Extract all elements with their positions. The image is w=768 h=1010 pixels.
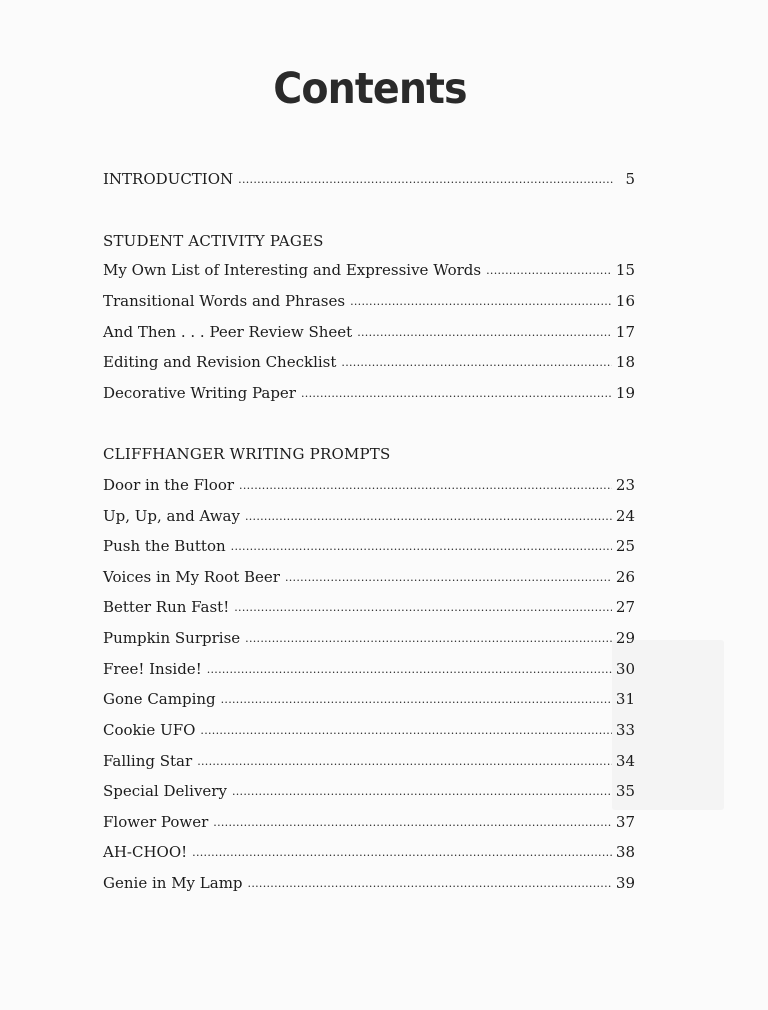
toc-entry-page: 26 (615, 568, 635, 586)
toc-entry[interactable] (103, 660, 635, 682)
toc-entry[interactable] (103, 568, 635, 590)
toc-entry-label: Editing and Revision Checklist (103, 353, 337, 371)
toc-entry-page: 17 (615, 323, 635, 341)
toc-entry-introduction[interactable] (103, 170, 635, 192)
toc-entry[interactable] (103, 598, 635, 620)
toc-entry-page: 38 (615, 843, 635, 861)
dot-leader (234, 597, 612, 615)
dot-leader (245, 628, 612, 646)
section-heading-student-activity-pages: STUDENT ACTIVITY PAGES (103, 232, 324, 250)
dot-leader (213, 812, 612, 830)
toc-entry[interactable] (103, 476, 635, 498)
section-heading-cliffhanger-writing-prompts: CLIFFHANGER WRITING PROMPTS (103, 445, 391, 463)
dot-leader (248, 873, 612, 891)
toc-entry-label: Decorative Writing Paper (103, 384, 296, 402)
toc-entry-label: Push the Button (103, 537, 226, 555)
toc-entry-page: 39 (615, 874, 635, 892)
toc-entry-label: Flower Power (103, 813, 209, 831)
dot-leader (238, 169, 613, 187)
toc-entry[interactable] (103, 874, 635, 896)
dot-leader (245, 506, 612, 524)
toc-entry-label: Voices in My Root Beer (103, 568, 280, 586)
dot-leader (301, 383, 612, 401)
toc-entry-page: 25 (615, 537, 635, 555)
dot-leader (200, 720, 611, 738)
toc-entry-label: And Then . . . Peer Review Sheet (103, 323, 353, 341)
toc-entry[interactable] (103, 261, 635, 283)
toc-entry[interactable] (103, 752, 635, 774)
toc-entry-page: 30 (615, 660, 635, 678)
toc-entry-page: 23 (615, 476, 635, 494)
toc-entry-page: 33 (615, 721, 635, 739)
toc-entry[interactable] (103, 813, 635, 835)
toc-entry[interactable] (103, 843, 635, 865)
dot-leader (239, 475, 612, 493)
toc-entry-label: Falling Star (103, 752, 193, 770)
toc-entry-label: AH-CHOO! (103, 843, 188, 861)
toc-entry-label: My Own List of Interesting and Expressive Words (103, 261, 482, 279)
toc-entry[interactable] (103, 721, 635, 743)
toc-entry-label: Cookie UFO (103, 721, 196, 739)
toc-entry-label: Special Delivery (103, 782, 227, 800)
toc-entry-label: Door in the Floor (103, 476, 235, 494)
toc-entry-label: Transitional Words and Phrases (103, 292, 346, 310)
dot-leader (357, 322, 612, 340)
dot-leader (486, 260, 612, 278)
toc-entry[interactable] (103, 629, 635, 651)
toc-entry[interactable] (103, 323, 635, 345)
toc-entry-page: 16 (615, 292, 635, 310)
toc-entry-label: Up, Up, and Away (103, 507, 240, 525)
toc-entry-page: 15 (615, 261, 635, 279)
toc-entry-label: Gone Camping (103, 690, 216, 708)
toc-entry[interactable] (103, 384, 635, 406)
toc-entry-page: 27 (615, 598, 635, 616)
toc-entry-page: 35 (615, 782, 635, 800)
dot-leader (232, 781, 612, 799)
dot-leader (207, 659, 612, 677)
toc-entry-page: 24 (615, 507, 635, 525)
toc-entry-page: 19 (615, 384, 635, 402)
dot-leader (197, 751, 612, 769)
toc-entry[interactable] (103, 690, 635, 712)
dot-leader (341, 352, 612, 370)
toc-entry-page: 29 (615, 629, 635, 647)
toc-entry[interactable] (103, 507, 635, 529)
toc-entry[interactable] (103, 537, 635, 559)
dot-leader (285, 567, 612, 585)
page-title: Contents (273, 64, 467, 114)
dot-leader (221, 689, 612, 707)
dot-leader (192, 842, 612, 860)
toc-entry[interactable] (103, 353, 635, 375)
dot-leader (350, 291, 612, 309)
toc-entry-label: INTRODUCTION (103, 170, 234, 188)
toc-entry-label: Genie in My Lamp (103, 874, 243, 892)
toc-entry-label: Pumpkin Surprise (103, 629, 241, 647)
toc-entry-page: 31 (615, 690, 635, 708)
toc-entry-label: Better Run Fast! (103, 598, 230, 616)
toc-entry-page: 37 (615, 813, 635, 831)
toc-entry-label: Free! Inside! (103, 660, 202, 678)
dot-leader (231, 536, 612, 554)
toc-entry-page: 18 (615, 353, 635, 371)
toc-entry[interactable] (103, 292, 635, 314)
toc-entry-page: 34 (615, 752, 635, 770)
toc-entry-page: 5 (625, 170, 635, 188)
toc-entry[interactable] (103, 782, 635, 804)
